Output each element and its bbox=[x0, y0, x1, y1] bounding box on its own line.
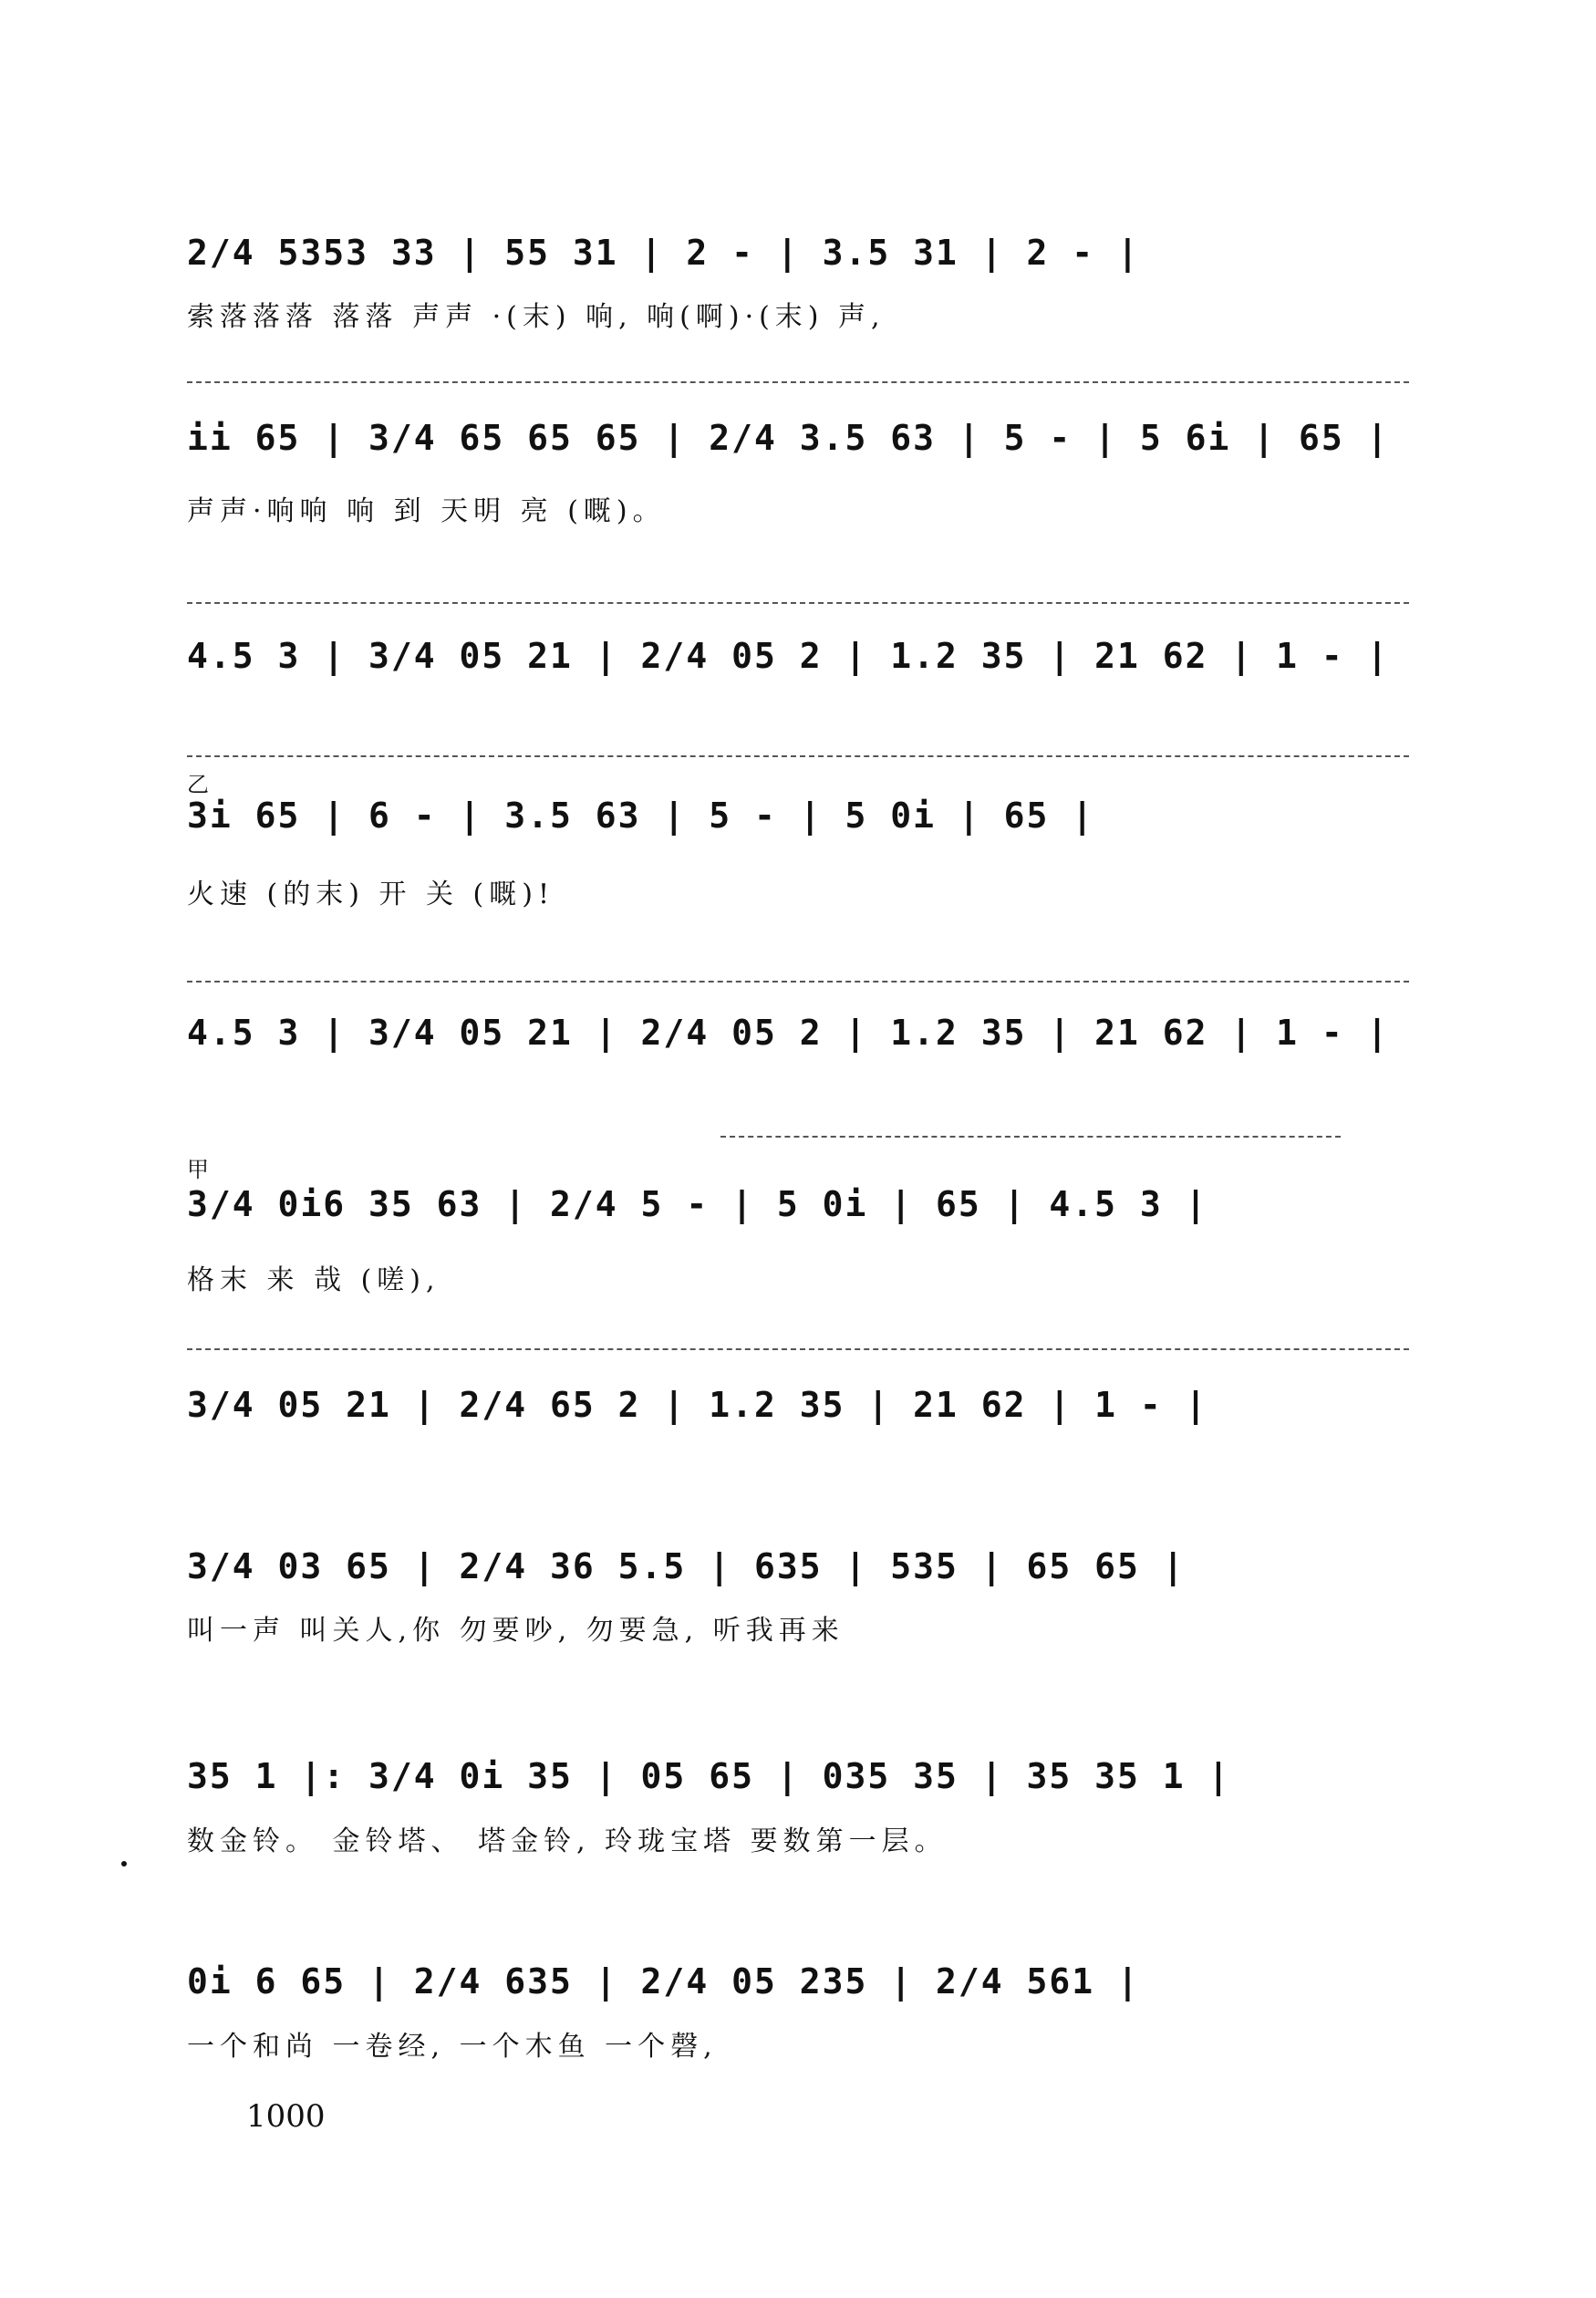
slur-line bbox=[187, 755, 1409, 768]
lyrics-line: 叫一声 叫关人,你 勿要吵, 勿要急, 听我再来 bbox=[187, 1615, 845, 1647]
slur-line bbox=[720, 1136, 1341, 1149]
lyrics-line: 索落落落 落落 声声 ·(末) 响, 响(啊)·(末) 声, bbox=[187, 301, 886, 333]
page-number: 1000 bbox=[246, 2098, 326, 2135]
notation-line: 3/4 03 65 | 2/4 36 5.5 | 635 | 535 | 65 65 | bbox=[187, 1546, 1186, 1586]
slur-line bbox=[187, 1348, 1409, 1361]
notation-line: ii 65 | 3/4 65 65 65 | 2/4 3.5 63 | 5 - | 5 6i | 65 | bbox=[187, 418, 1390, 458]
notation-line: 0i 6 65 | 2/4 635 | 2/4 05 235 | 2/4 561 | bbox=[187, 1961, 1140, 2002]
lyrics-line: 一个和尚 一卷经, 一个木鱼 一个磬, bbox=[187, 2031, 718, 2063]
lyrics-line: 声声·响响 响 到 天明 亮 (嘅)。 bbox=[187, 495, 666, 527]
slur-line bbox=[187, 602, 1409, 615]
section-marker: 乙 bbox=[187, 772, 209, 797]
notation-line: 3/4 0i6 35 63 | 2/4 5 - | 5 0i | 65 | 4.5 3 | bbox=[187, 1184, 1208, 1224]
lyrics-line: 格末 来 哉 (嗟), bbox=[187, 1264, 440, 1296]
lyrics-line: 数金铃。 金铃塔、 塔金铃, 玲珑宝塔 要数第一层。 bbox=[187, 1825, 948, 1857]
lyrics-line: 火速 (的末) 开 关 (嘅)! bbox=[187, 879, 555, 910]
section-marker: 甲 bbox=[187, 1157, 209, 1182]
notation-line: 3i 65 | 6 - | 3.5 63 | 5 - | 5 0i | 65 | bbox=[187, 795, 1095, 836]
slur-line bbox=[187, 381, 1409, 394]
notation-line: 3/4 05 21 | 2/4 65 2 | 1.2 35 | 21 62 | 1 - | bbox=[187, 1385, 1208, 1425]
notation-line: 35 1 |: 3/4 0i 35 | 05 65 | 035 35 | 35 35 1 | bbox=[187, 1756, 1231, 1796]
slur-line bbox=[187, 981, 1409, 993]
notation-line: 4.5 3 | 3/4 05 21 | 2/4 05 2 | 1.2 35 | 21 62 | 1 - | bbox=[187, 636, 1390, 676]
notation-line: 4.5 3 | 3/4 05 21 | 2/4 05 2 | 1.2 35 | 21 62 | 1 - | bbox=[187, 1013, 1390, 1053]
notation-line: 2/4 5353 33 | 55 31 | 2 - | 3.5 31 | 2 - | bbox=[187, 233, 1140, 273]
stray-dot bbox=[121, 1861, 127, 1866]
